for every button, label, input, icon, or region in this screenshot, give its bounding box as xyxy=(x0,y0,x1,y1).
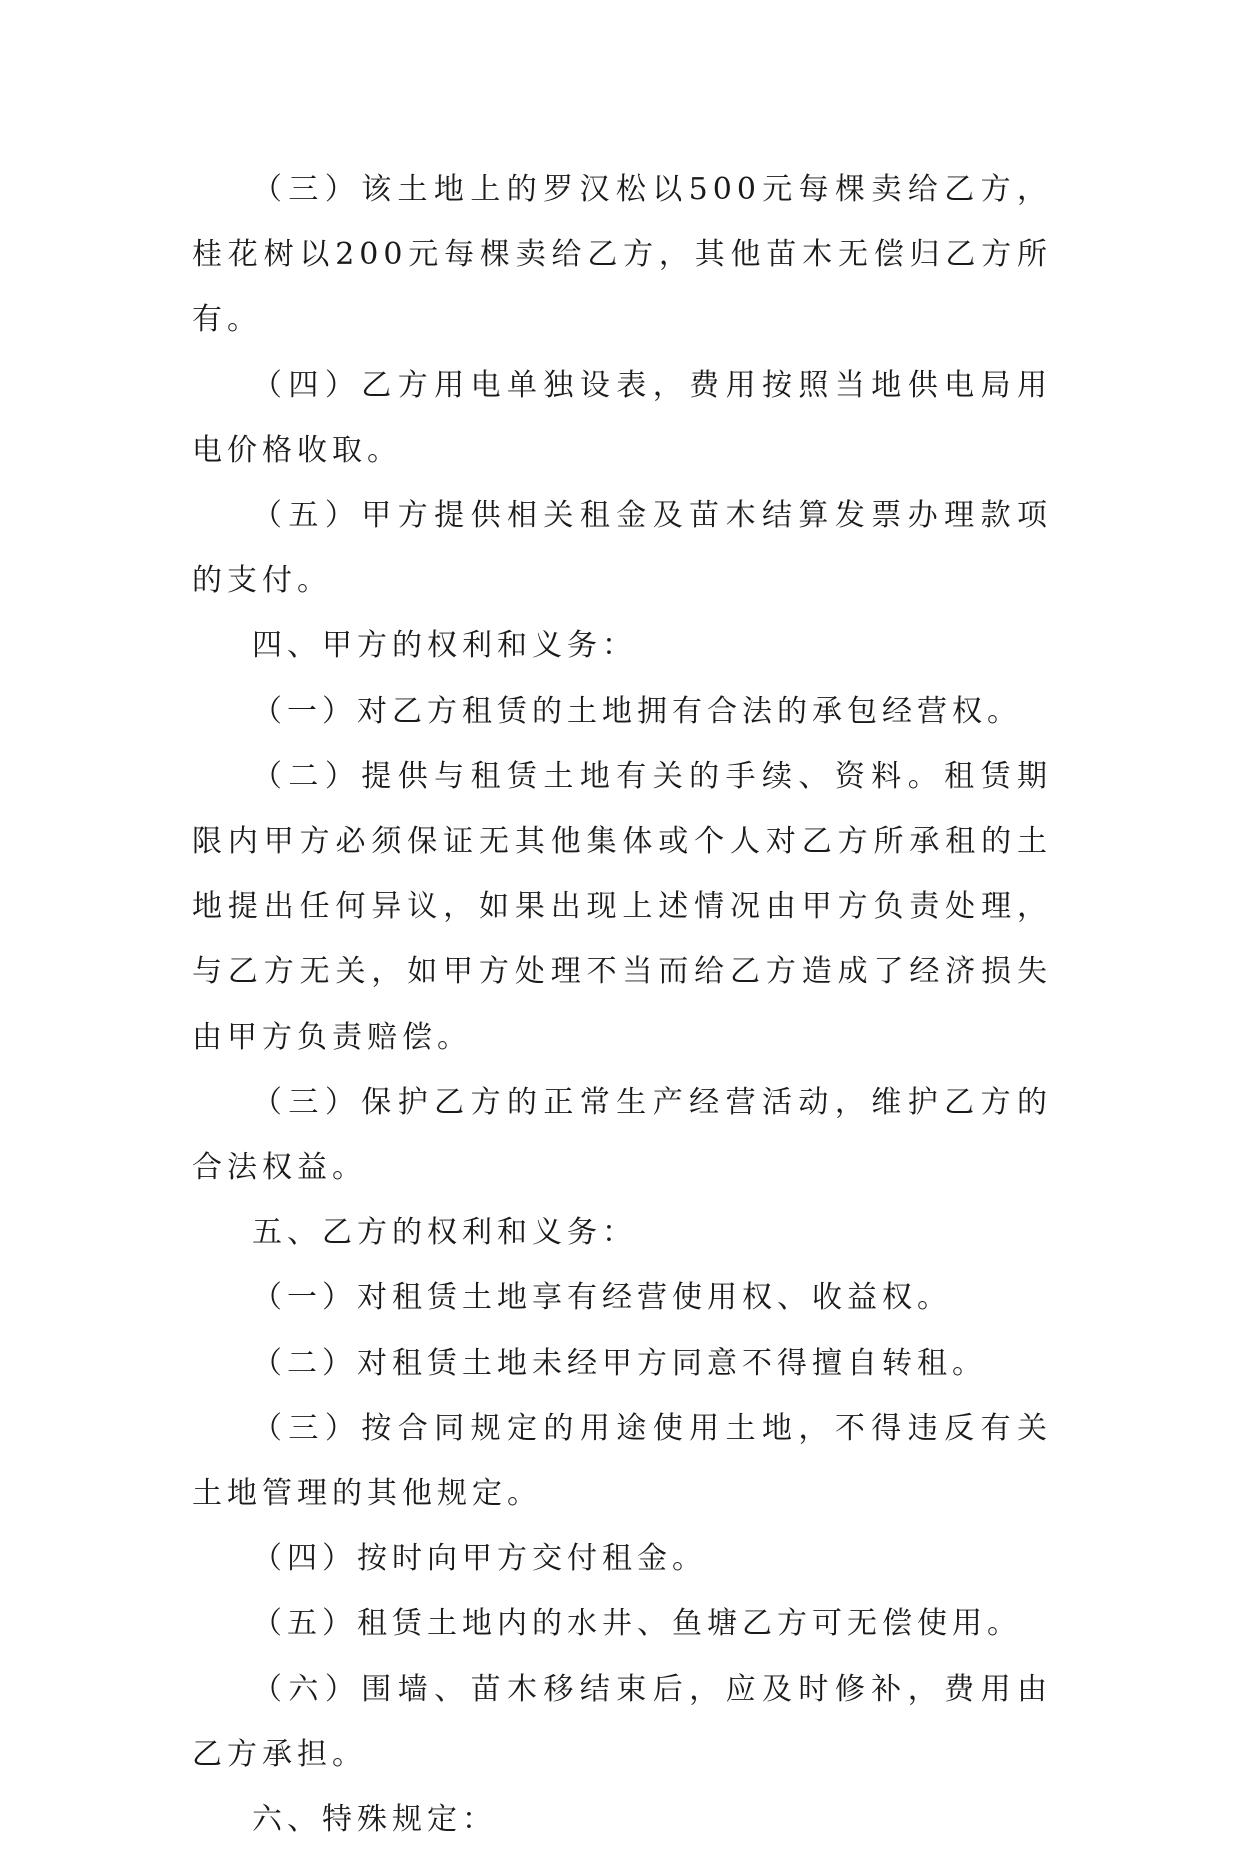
paragraph: （五）租赁土地内的水井、鱼塘乙方可无偿使用。 xyxy=(252,1606,1022,1642)
paragraph: （四）乙方用电单独设表，费用按照当地供电局用电价格收取。 xyxy=(192,367,1052,468)
paragraph: （三）该土地上的罗汉松以500元每棵卖给乙方，桂花树以200元每棵卖给乙方，其他苗木无偿归乙方所有。 xyxy=(192,172,1052,338)
document-body xyxy=(192,157,1052,1852)
paragraph: （一）对租赁土地享有经营使用权、收益权。 xyxy=(252,1280,952,1316)
paragraph: （三）保护乙方的正常生产经营活动，维护乙方的合法权益。 xyxy=(192,1084,1052,1186)
section-heading: 四、甲方的权利和义务： xyxy=(252,628,637,664)
paragraph: （三）按合同规定的用途使用土地，不得违反有关土地管理的其他规定。 xyxy=(192,1410,1052,1512)
section-heading: 六、特殊规定： xyxy=(252,1802,497,1838)
paragraph: （六）围墙、苗木移结束后，应及时修补，费用由乙方承担。 xyxy=(192,1671,1052,1772)
paragraph: （二）对租赁土地未经甲方同意不得擅自转租。 xyxy=(252,1345,987,1381)
paragraph: （五）甲方提供相关租金及苗木结算发票办理款项的支付。 xyxy=(192,498,1052,599)
section-heading: 五、乙方的权利和义务： xyxy=(252,1215,637,1251)
paragraph: （二）提供与租赁土地有关的手续、资料。租赁期限内甲方必须保证无其他集体或个人对乙方所承租的土地提出任何异议，如果出现上述情况由甲方负责处理，与乙方无关，如甲方处理不当而给乙方造成了经济损失由甲方负责赔偿。 xyxy=(192,758,1052,1055)
paragraph: （一）对乙方租赁的土地拥有合法的承包经营权。 xyxy=(252,693,1022,729)
paragraph: （四）按时向甲方交付租金。 xyxy=(252,1541,707,1577)
